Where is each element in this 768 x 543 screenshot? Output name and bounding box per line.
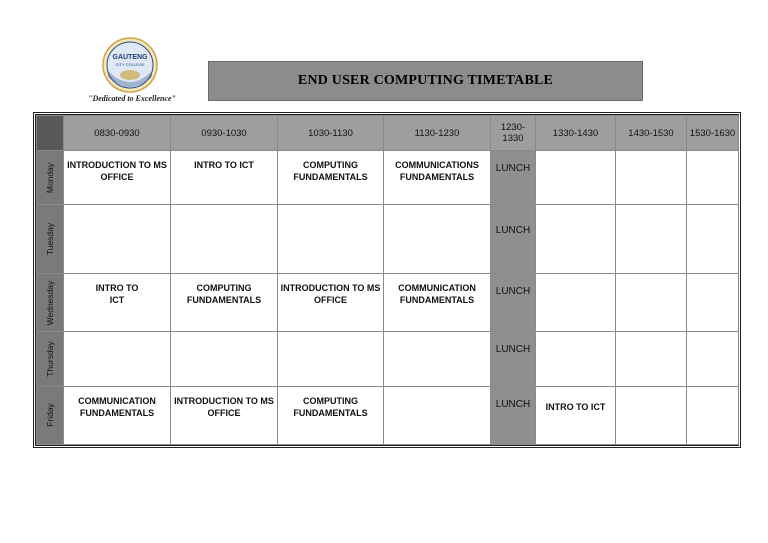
session-cell	[536, 205, 616, 273]
day-row-thursday	[37, 332, 739, 386]
session-cell	[278, 205, 384, 273]
session-cell	[64, 205, 171, 273]
day-label: Thursday	[45, 341, 55, 377]
day-label-cell	[37, 205, 64, 273]
tagline: "Dedicated to Excellence"	[88, 94, 176, 103]
lunch-cell: LUNCH	[491, 332, 536, 386]
session-cell	[171, 205, 278, 273]
session-cell	[536, 151, 616, 205]
header-row	[37, 116, 739, 151]
session-cell	[616, 332, 687, 386]
session-cell	[384, 386, 491, 444]
day-label-cell	[37, 386, 64, 444]
page-title: END USER COMPUTING TIMETABLE	[297, 73, 554, 88]
timetable-grid	[36, 115, 739, 445]
session-cell	[687, 151, 739, 205]
session-cell	[616, 386, 687, 444]
day-row-friday	[37, 386, 739, 444]
slot-header: 1330-1430	[536, 116, 616, 151]
slot-header: 1230-1330	[491, 116, 536, 151]
session-cell	[616, 205, 687, 273]
session-cell	[687, 205, 739, 273]
session-cell	[64, 332, 171, 386]
session-cell	[278, 332, 384, 386]
slot-header: 0930-1030	[171, 116, 278, 151]
day-label: Tuesday	[45, 222, 55, 256]
session-cell: INTRODUCTION TO MS OFFICE	[64, 151, 171, 205]
session-cell: INTRO TO ICT	[64, 273, 171, 331]
session-cell	[536, 273, 616, 331]
logo-name: GAUTENG	[112, 54, 148, 61]
session-cell	[687, 332, 739, 386]
day-label-cell	[37, 332, 64, 386]
day-label: Monday	[45, 162, 55, 193]
logo-subtitle: CITY COLLEGE	[115, 62, 145, 67]
day-row-tuesday	[37, 205, 739, 273]
slot-header: 0830-0930	[64, 116, 171, 151]
timetable	[33, 112, 741, 448]
session-cell	[384, 205, 491, 273]
slot-header: 1130-1230	[384, 116, 491, 151]
session-cell: COMMUNICATIONS FUNDAMENTALS	[384, 151, 491, 205]
session-cell	[687, 386, 739, 444]
session-cell: COMPUTING FUNDAMENTALS	[278, 386, 384, 444]
session-cell: COMPUTING FUNDAMENTALS	[171, 273, 278, 331]
lunch-cell: LUNCH	[491, 273, 536, 331]
session-cell: INTRO TO ICT	[171, 151, 278, 205]
session-cell	[384, 332, 491, 386]
session-cell	[687, 273, 739, 331]
day-row-wednesday	[37, 273, 739, 331]
lunch-cell: LUNCH	[491, 151, 536, 205]
day-label: Wednesday	[45, 280, 55, 325]
slot-header: 1030-1130	[278, 116, 384, 151]
session-cell	[616, 273, 687, 331]
lunch-cell: LUNCH	[491, 386, 536, 444]
day-label-cell	[37, 273, 64, 331]
slot-header: 1530-1630	[687, 116, 739, 151]
college-logo	[102, 37, 158, 93]
session-cell: INTRODUCTION TO MS OFFICE	[278, 273, 384, 331]
session-cell	[171, 332, 278, 386]
session-cell: COMPUTING FUNDAMENTALS	[278, 151, 384, 205]
day-label-cell	[37, 151, 64, 205]
day-row-monday	[37, 151, 739, 205]
lunch-cell: LUNCH	[491, 205, 536, 273]
session-cell	[536, 332, 616, 386]
session-cell: INTRODUCTION TO MS OFFICE	[171, 386, 278, 444]
slot-header: 1430-1530	[616, 116, 687, 151]
title-banner	[208, 61, 643, 101]
session-cell: INTRO TO ICT	[536, 386, 616, 444]
day-label: Friday	[45, 403, 55, 428]
session-cell: COMMUNICATION FUNDAMENTALS	[64, 386, 171, 444]
corner-cell	[37, 116, 64, 151]
session-cell	[616, 151, 687, 205]
session-cell: COMMUNICATION FUNDAMENTALS	[384, 273, 491, 331]
